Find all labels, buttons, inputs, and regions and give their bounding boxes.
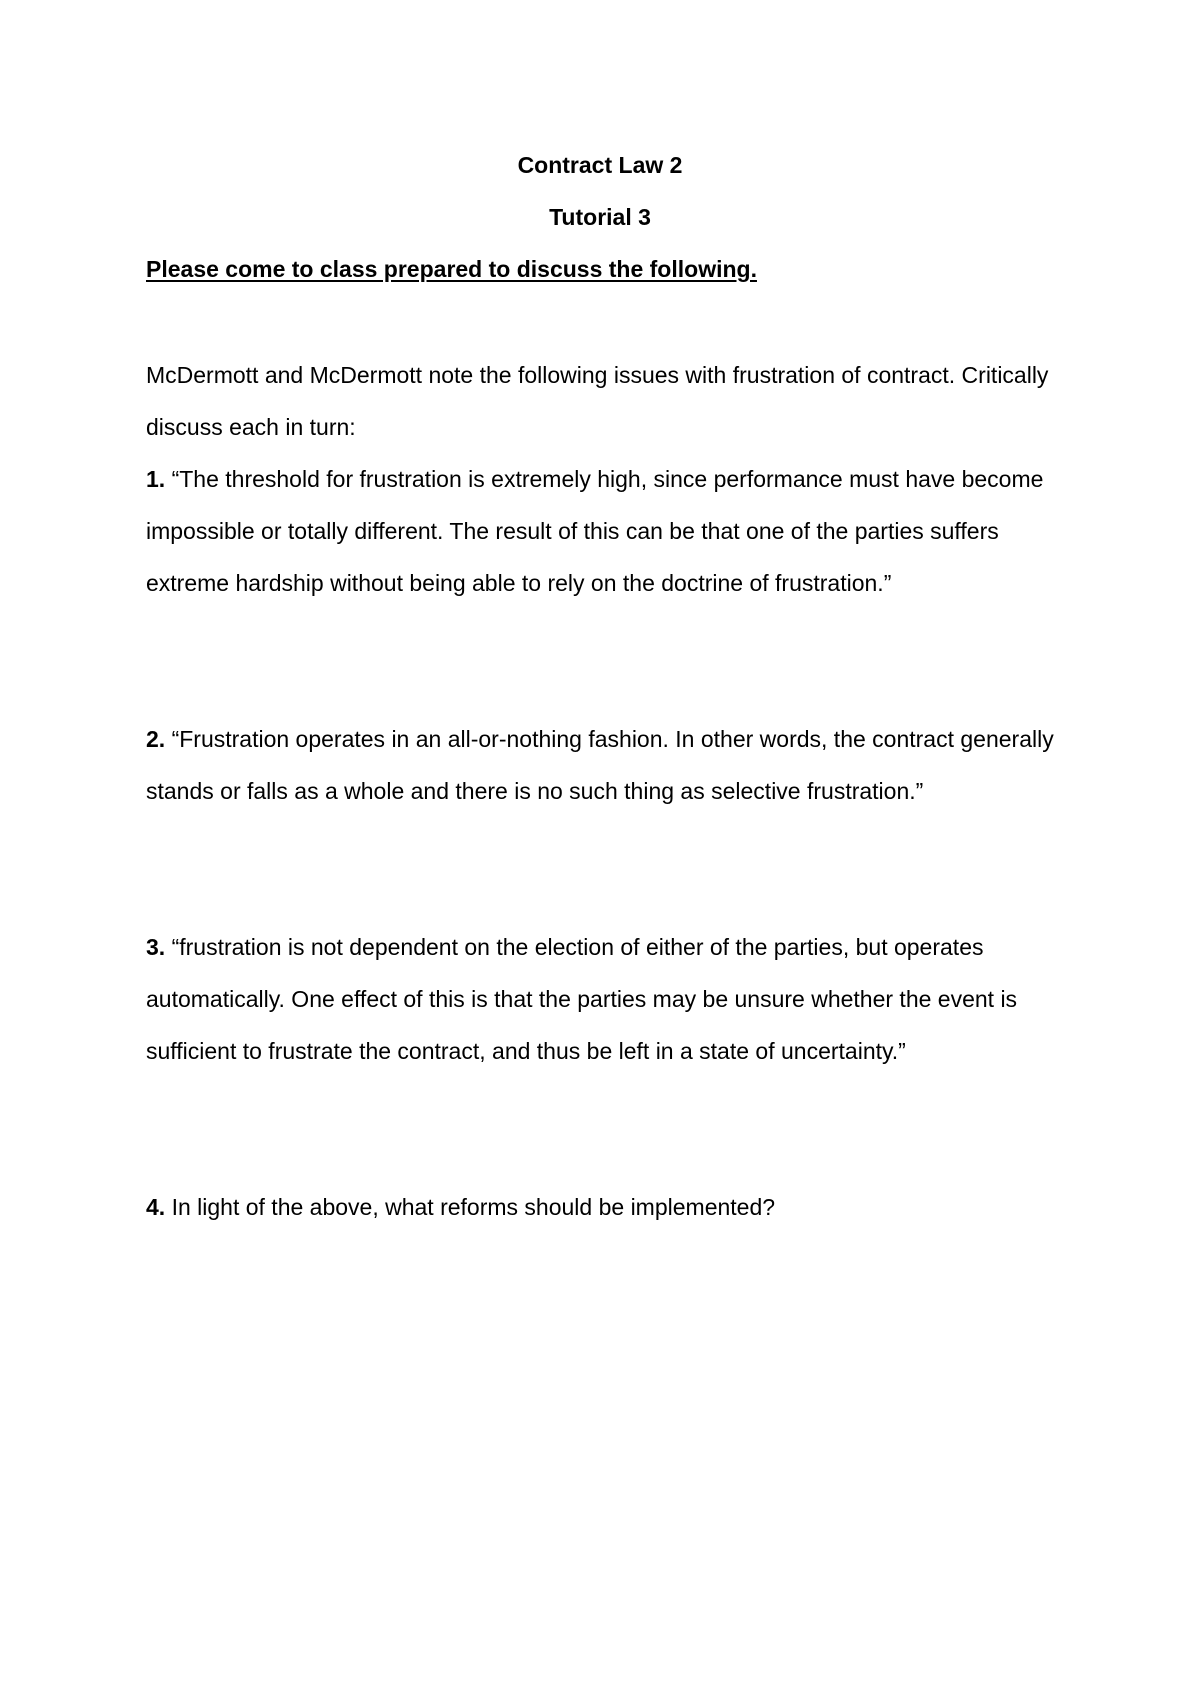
instruction-heading: Please come to class prepared to discuss the following.: [146, 256, 757, 282]
question-4: [146, 1181, 1066, 1233]
page-subtitle: Tutorial 3: [549, 204, 651, 230]
question-2-text: “Frustration operates in an all-or-nothing fashion. In other words, the contract generally stands or falls as a whole and there is no such thing as selective frustration.”: [146, 726, 1054, 804]
question-1: [146, 453, 1066, 609]
intro-paragraph: McDermott and McDermott note the following issues with frustration of contract. Critically discuss each in turn:: [146, 362, 1049, 440]
question-2: [146, 713, 1066, 817]
question-3: [146, 921, 1066, 1077]
question-4-text: In light of the above, what reforms should be implemented?: [165, 1194, 776, 1220]
question-1-number: 1.: [146, 466, 166, 492]
question-2-number: 2.: [146, 726, 166, 752]
question-4-number: 4.: [146, 1194, 166, 1220]
question-1-text: “The threshold for frustration is extremely high, since performance must have become impossible or totally different. The result of this can be that one of the parties suffers extreme hardship without being able to rely on the doctrine of frustration.”: [146, 466, 1044, 596]
question-3-text: “frustration is not dependent on the election of either of the parties, but operates automatically. One effect of this is that the parties may be unsure whether the event is sufficient to frustrate the contract, and thus be left in a state of uncertainty.”: [146, 934, 1018, 1064]
question-3-number: 3.: [146, 934, 166, 960]
page-title: Contract Law 2: [517, 152, 683, 178]
